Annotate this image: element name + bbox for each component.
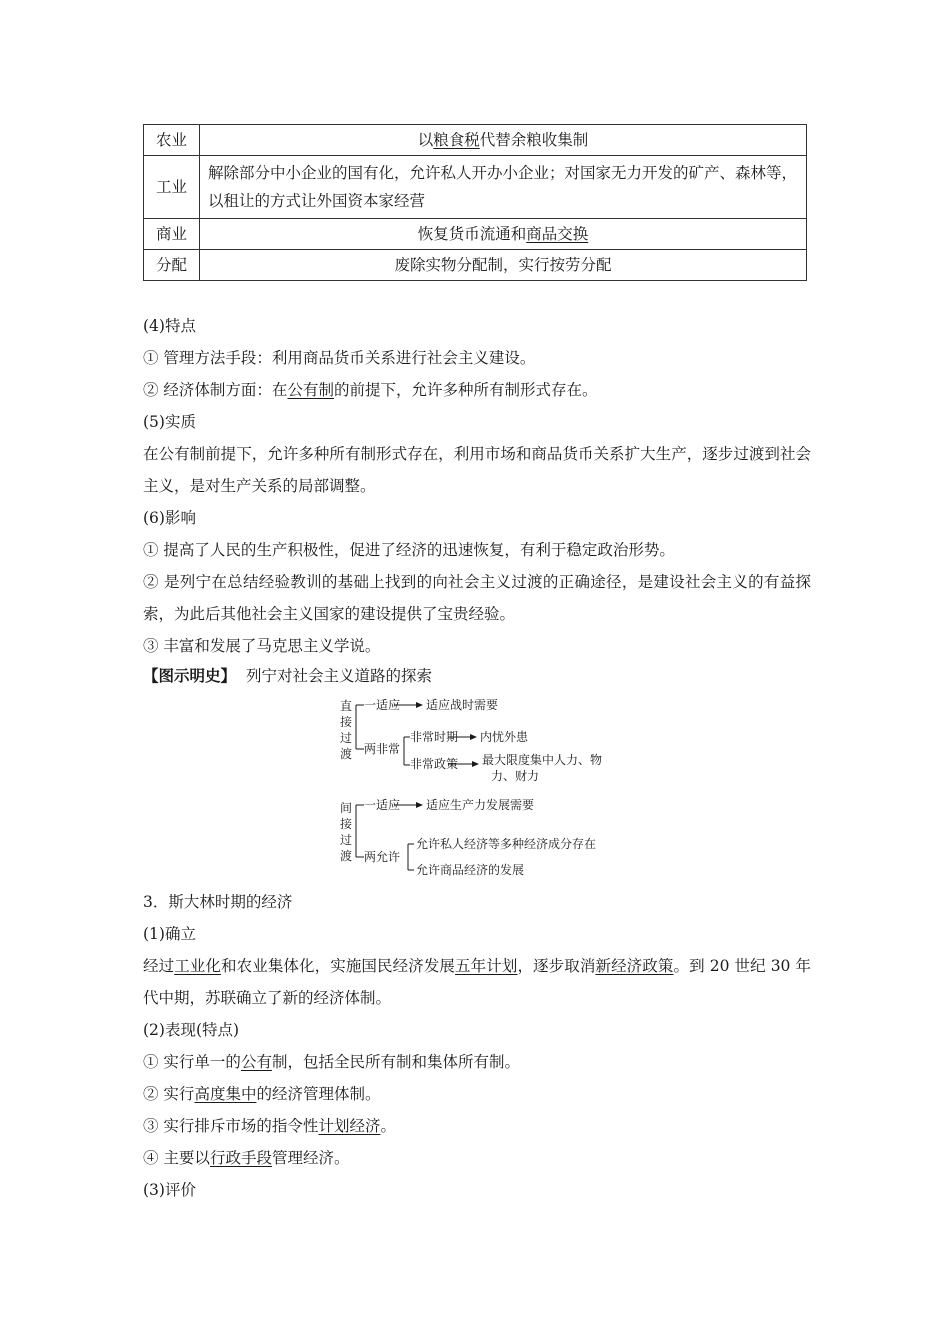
para-text: 。到 20 世纪 30 年代中期，苏联确立了新的经济体制。 (143, 957, 811, 1007)
row-text: 以 (417, 131, 434, 149)
item-text: 的经济管理体制。 (256, 1085, 381, 1103)
diagram-node: 两非常 (364, 742, 401, 756)
underlined-term: 工业化 (174, 957, 222, 975)
list-item (143, 1084, 380, 1104)
diagram-label: 接 (340, 715, 353, 729)
row-content (200, 219, 807, 250)
list-item (143, 1148, 349, 1168)
item-text: 的前提下，允许多种所有制形式存在。 (333, 381, 598, 399)
diagram-node: 允许商品经济的发展 (416, 863, 525, 877)
table-row (144, 219, 807, 250)
section-heading: (5)实质 (143, 413, 196, 431)
underlined-term: 公有 (240, 1053, 272, 1071)
subsection-heading: (3)评价 (143, 1181, 196, 1199)
figure-tag: 【图示明史】 (143, 666, 237, 685)
para-text: ，逐步取消 (517, 957, 596, 975)
item-text: 。 (380, 1117, 396, 1135)
diagram-node: 非常时期 (410, 730, 459, 744)
row-category: 商业 (144, 219, 200, 250)
subsection-heading: (2)表现(特点) (143, 1021, 240, 1039)
policy-table (143, 124, 807, 281)
list-item: ③ 丰富和发展了马克思主义学说。 (143, 637, 381, 655)
item-text: ② 实行 (143, 1085, 195, 1103)
paragraph: 在公有制前提下，允许多种所有制形式存在，利用市场和商品货币关系扩大生产，逐步过渡到社会主义，是对生产关系的局部调整。 (143, 445, 811, 495)
section-heading: 3．斯大林时期的经济 (143, 893, 293, 911)
section-heading: (6)影响 (143, 509, 196, 527)
diagram-label: 接 (340, 817, 353, 831)
row-category: 分配 (144, 250, 200, 281)
diagram-label: 过 (340, 731, 353, 745)
underlined-term: 计划经济 (318, 1117, 381, 1135)
row-text: 代替余粮收集制 (479, 131, 589, 149)
diagram-label: 过 (340, 833, 353, 847)
diagram-node: 最大限度集中人力、物 (482, 753, 603, 767)
underlined-term: 五年计划 (455, 957, 518, 975)
lenin-path-diagram (330, 692, 630, 882)
subsection-heading: (1)确立 (143, 925, 196, 943)
list-item: ② 是列宁在总结经验教训的基础上找到的向社会主义过渡的正确途径，是建设社会主义的有益探索，为此后其他社会主义国家的建设提供了宝贵经验。 (143, 573, 811, 623)
item-text: 制，包括全民所有制和集体所有制。 (271, 1053, 520, 1071)
diagram-node: 适应战时需要 (426, 698, 499, 712)
row-category: 工业 (144, 156, 200, 219)
section-heading: (4)特点 (143, 317, 196, 335)
row-category: 农业 (144, 125, 200, 156)
table-row (144, 156, 807, 219)
item-text: ① 实行单一的 (143, 1053, 241, 1071)
list-item: ① 提高了人民的生产积极性，促进了经济的迅速恢复，有利于稳定政治形势。 (143, 541, 675, 559)
diagram-label: 直 (340, 699, 353, 713)
diagram-label: 渡 (340, 849, 353, 863)
underlined-term: 商品交换 (526, 225, 589, 243)
item-text: ④ 主要以 (143, 1149, 210, 1167)
item-text: ② 经济体制方面：在 (143, 381, 288, 399)
list-item (143, 1052, 520, 1072)
underlined-term: 新经济政策 (595, 957, 674, 975)
para-text: 和农业集体化，实施国民经济发展 (221, 957, 456, 975)
diagram-label: 间 (340, 801, 353, 815)
underlined-term: 公有制 (287, 381, 334, 399)
diagram-node: 非常政策 (410, 757, 459, 771)
diagram-node: 力、财力 (491, 769, 540, 783)
underlined-term: 行政手段 (209, 1149, 272, 1167)
underlined-term: 粮食税 (433, 131, 480, 149)
table-row (144, 125, 807, 156)
list-item: ① 管理方法手段：利用商品货币关系进行社会主义建设。 (143, 349, 536, 367)
diagram-node: 适应生产力发展需要 (426, 798, 535, 812)
diagram-node: 一适应 (364, 798, 401, 812)
item-text: 管理经济。 (271, 1149, 350, 1167)
row-text: 恢复货币流通和 (417, 225, 527, 243)
diagram-node: 内忧外患 (480, 730, 529, 744)
figure-caption (143, 666, 432, 686)
list-item (143, 380, 597, 400)
table-row (144, 250, 807, 281)
row-content (200, 125, 807, 156)
list-item (143, 1116, 396, 1136)
diagram-label: 渡 (340, 747, 353, 761)
diagram-node: 允许私人经济等多种经济成分存在 (416, 837, 597, 851)
row-content: 废除实物分配制，实行按劳分配 (200, 250, 807, 281)
para-text: 经过 (143, 957, 175, 975)
diagram-node: 一适应 (364, 698, 401, 712)
paragraph (143, 950, 811, 1014)
diagram-node: 两允许 (364, 850, 401, 864)
figure-title: 列宁对社会主义道路的探索 (246, 667, 433, 685)
underlined-term: 高度集中 (194, 1085, 257, 1103)
row-content: 解除部分中小企业的国有化，允许私人开办小企业；对国家无力开发的矿产、森林等，以租让的方式让外国资本家经营 (200, 156, 807, 219)
item-text: ③ 实行排斥市场的指令性 (143, 1117, 319, 1135)
